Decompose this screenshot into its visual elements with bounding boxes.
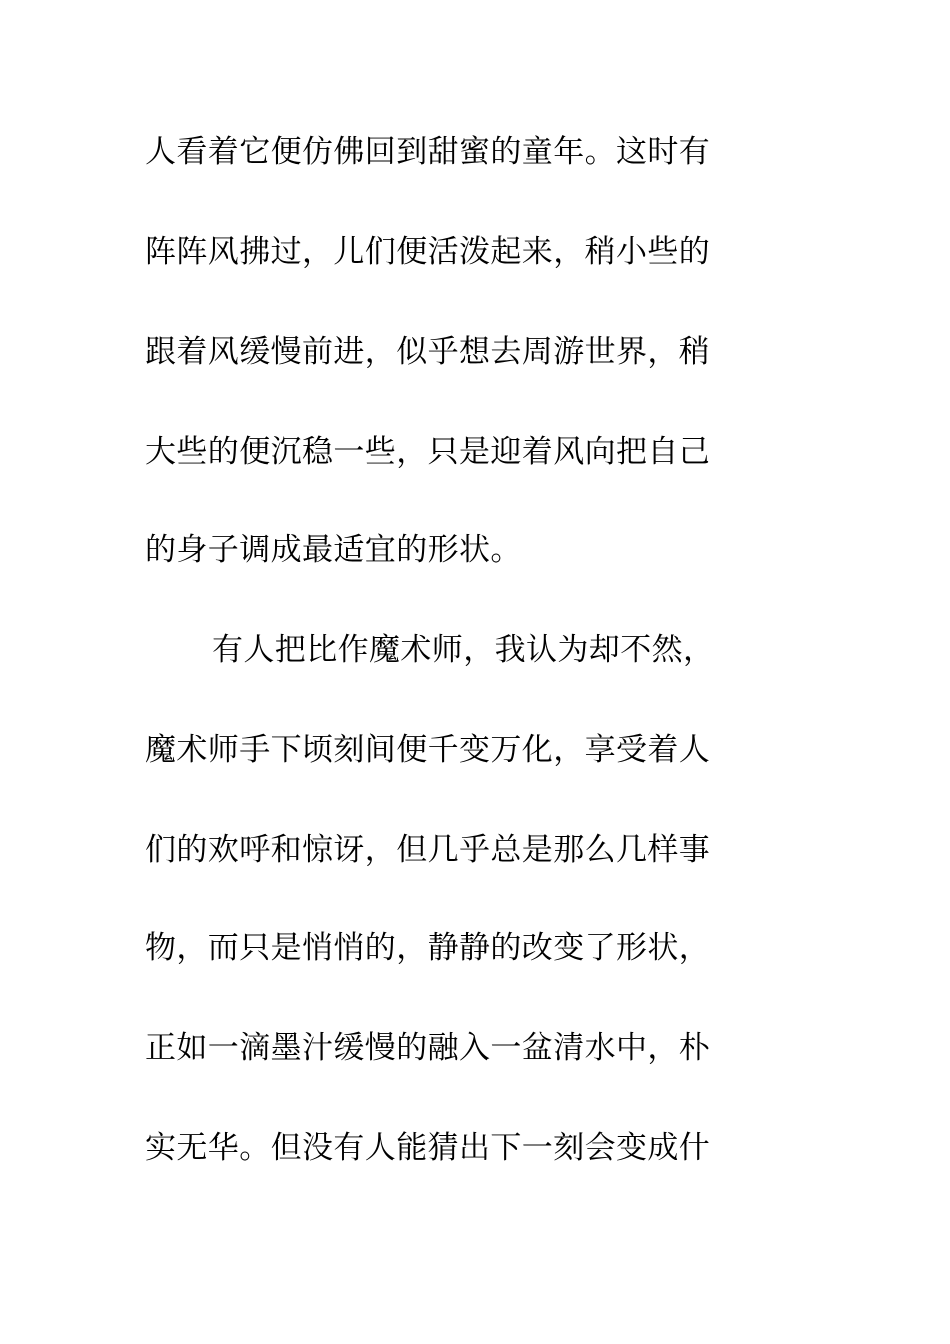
text-line-5: 的身子调成最适宜的形状。 bbox=[145, 532, 522, 568]
text-line-10: 正如一滴墨汁缓慢的融入一盆清水中，朴 bbox=[145, 1030, 711, 1066]
text-line-11: 实无华。但没有人能猜出下一刻会变成什 bbox=[145, 1130, 711, 1166]
text-line-4: 大些的便沉稳一些，只是迎着风向把自己 bbox=[145, 434, 711, 470]
text-line-9: 物，而只是悄悄的，静静的改变了形状， bbox=[145, 930, 711, 966]
text-line-8: 们的欢呼和惊讶，但几乎总是那么几样事 bbox=[145, 832, 711, 868]
text-line-1: 人看着它便仿佛回到甜蜜的童年。这时有 bbox=[145, 134, 711, 170]
text-line-7: 魔术师手下顷刻间便千变万化，享受着人 bbox=[145, 732, 711, 768]
text-line-6: 有人把比作魔术师，我认为却不然， bbox=[212, 632, 715, 668]
text-line-3: 跟着风缓慢前进，似乎想去周游世界，稍 bbox=[145, 334, 711, 370]
text-line-2: 阵阵风拂过，儿们便活泼起来，稍小些的 bbox=[145, 234, 711, 270]
